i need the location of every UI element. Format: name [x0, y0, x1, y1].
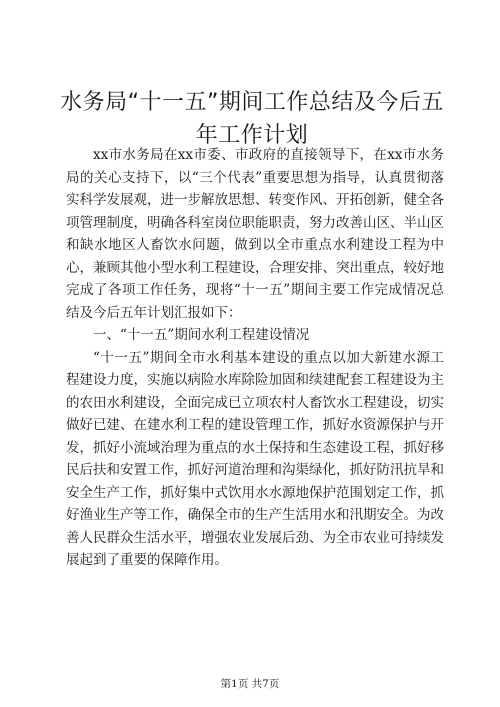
document-body [66, 144, 444, 572]
document-title: 水务局“十一五”期间工作总结及今后五年工作计划 [60, 90, 444, 148]
section-heading: 一、“十一五”期间水利工程建设情况 [93, 327, 310, 343]
section-paragraph: “十一五”期间全市水利基本建设的重点以加大新建水源工程建设力度，实施以病险水库除险加固和续建配套工程建设为主的农田水利建设，全面完成已立项农村人畜饮水工程建设，切实做好已建、在建水利工程的建设管理工作，抓好水资源保护与开发，抓好小流域治理为重点的水土保持和生态建设工程，抓好移民后扶和安置工作，抓好河道治理和沟渠绿化，抓好防汛抗旱和安全生产工作，抓好集中式饮用水水源地保护范围划定工作，抓好渔业生产等工作，确保全市的生产生活用水和汛期安全。为改善人民群众生活水平，增强农业发展后劲、为全市农业可持续发展起到了重要的保障作用。 [66, 349, 444, 568]
intro-paragraph: xx市水务局在xx市委、市政府的直接领导下，在xx市水务局的关心支持下，以“三个代表”重要思想为指导，认真贯彻落实科学发展观，进一步解放思想、转变作风、开拓创新，健全各项管理制度，明确各科室岗位职能职责，努力改善山区、半山区和缺水地区人畜饮水问题，做到以全市重点水利建设工程为中心，兼顾其他小型水利工程建设，合理安排、突出重点，较好地完成了各项工作任务，现将“十一五”期间主要工作完成情况总结及今后五年计划汇报如下： [66, 147, 444, 321]
page-footer: 第1页 共7页 [220, 678, 280, 690]
